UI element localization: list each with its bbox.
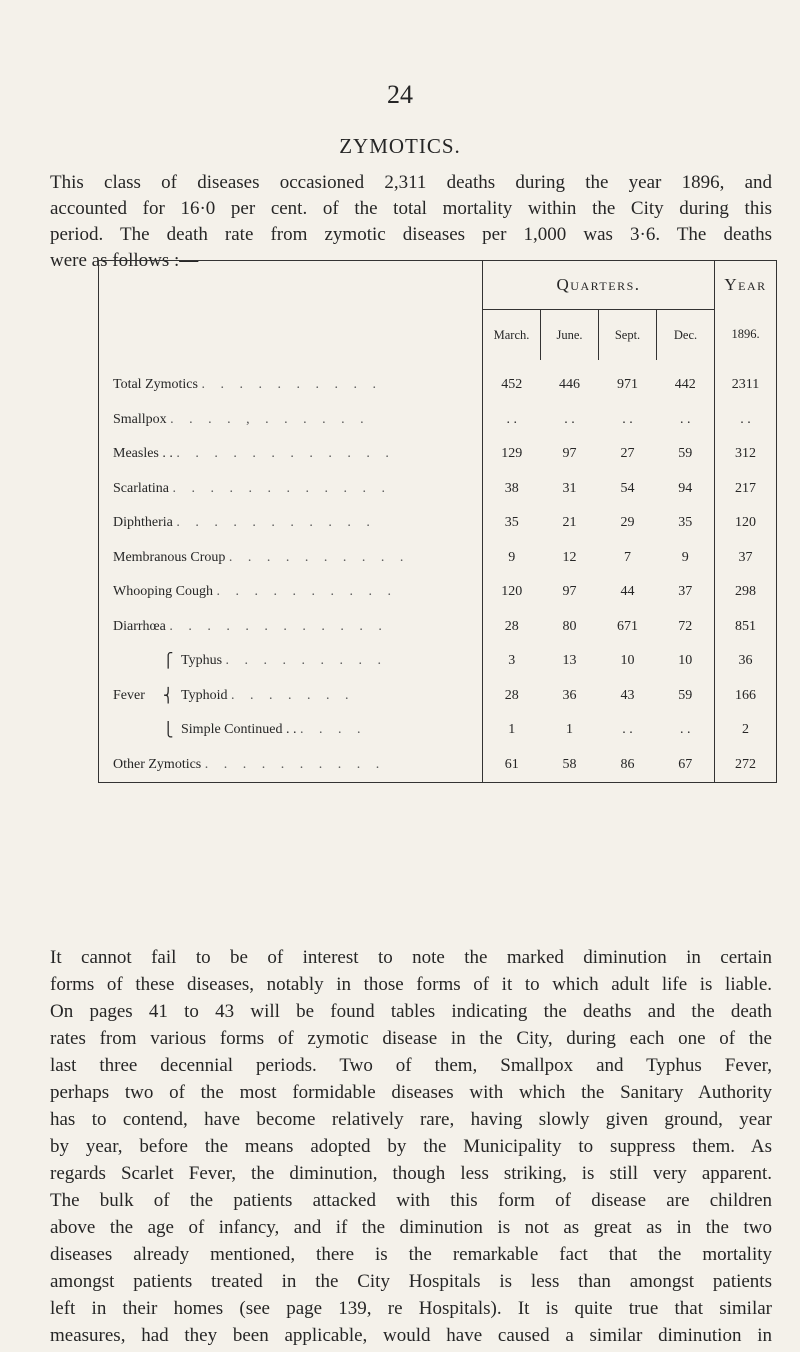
leader-dots: . . . . . . . . . . xyxy=(216,584,397,600)
quarter-cell: 28 xyxy=(483,679,541,714)
fever-group-label: Fever xyxy=(113,687,145,703)
body-line: above the age of infancy, and if the diminution is not as great as in the two xyxy=(50,1217,772,1238)
row-label xyxy=(99,472,483,507)
year-total-cell: 37 xyxy=(715,541,777,576)
quarter-cell: 54 xyxy=(620,480,635,496)
table-row xyxy=(99,506,777,541)
year-total-cell: 272 xyxy=(715,748,777,783)
table-row xyxy=(99,713,777,748)
row-label xyxy=(99,644,483,679)
quarter-cell: 129 xyxy=(483,437,541,472)
quarter-cell: 86 xyxy=(599,748,657,783)
row-label-text: Membranous Croup xyxy=(113,549,226,565)
leader-dots: . . . . . . . . . . . . xyxy=(172,480,391,496)
body-line: has to contend, have become relatively rare, having slowly given ground, year xyxy=(50,1109,772,1130)
body-line: by year, before the means adopted by the Municipality to suppress them. As xyxy=(50,1136,772,1157)
row-label xyxy=(99,679,483,714)
brace-icon: ⎧ xyxy=(163,654,174,670)
year-total-cell: 36 xyxy=(715,644,777,679)
row-label-text: Smallpox xyxy=(113,411,167,427)
quarter-cell: . . xyxy=(622,722,633,738)
quarter-cell: 29 xyxy=(620,515,635,531)
quarter-cell: 61 xyxy=(483,748,541,783)
year-total-cell: 2311 xyxy=(715,360,777,403)
year-total-cell: 166 xyxy=(715,679,777,714)
quarter-cell: 27 xyxy=(620,446,635,462)
body-line: The bulk of the patients attacked with this form of disease are children xyxy=(50,1190,772,1211)
quarter-cell: 28 xyxy=(483,610,541,645)
leader-dots: . . . . , . . . . . . xyxy=(170,411,370,427)
quarter-cell: 21 xyxy=(562,515,577,531)
quarter-cell: 7 xyxy=(624,549,631,565)
quarter-cell: 9 xyxy=(483,541,541,576)
intro-paragraph xyxy=(50,170,772,274)
row-label-text: Other Zymotics xyxy=(113,756,202,772)
body-line: regards Scarlet Fever, the diminution, though less striking, is still very apparent. xyxy=(50,1163,772,1184)
row-label-text: Diphtheria xyxy=(113,515,173,531)
quarter-cell: 44 xyxy=(620,584,635,600)
body-line: forms of these diseases, notably in those forms of it to which adult life is liable. xyxy=(50,974,772,995)
quarter-cell: 9 xyxy=(681,549,689,565)
row-label xyxy=(99,541,483,576)
quarter-cell: . . xyxy=(680,411,691,427)
quarter-cell: 13 xyxy=(562,653,577,669)
quarter-cell: 31 xyxy=(562,480,577,496)
quarter-june-header: June. xyxy=(541,310,599,361)
table-row xyxy=(99,472,777,507)
body-line: diseases already mentioned, there is the remarkable fact that the mortality xyxy=(50,1244,772,1265)
zymotics-table xyxy=(98,260,777,783)
row-label xyxy=(99,575,483,610)
quarter-cell: 446 xyxy=(559,377,580,393)
quarter-cell: 12 xyxy=(562,549,577,565)
table-row xyxy=(99,360,777,403)
year-total-cell: 120 xyxy=(715,506,777,541)
brace-icon: ⎨ xyxy=(163,688,174,704)
year-total-cell: 312 xyxy=(715,437,777,472)
quarter-cell: 35 xyxy=(678,515,693,531)
row-label-text: Measles . . xyxy=(113,446,173,462)
quarter-cell: 452 xyxy=(483,360,541,403)
body-line: left in their homes (see page 139, re Hospitals). It is quite true that similar xyxy=(50,1298,772,1319)
quarter-cell: 35 xyxy=(483,506,541,541)
quarter-cell: 80 xyxy=(562,618,577,634)
quarter-cell: 43 xyxy=(620,687,635,703)
body-line: amongst patients treated in the City Hospitals is less than amongst patients xyxy=(50,1271,772,1292)
quarter-cell: 120 xyxy=(483,575,541,610)
table-row xyxy=(99,403,777,438)
leader-dots: . . . . . . . . . . xyxy=(201,377,382,393)
table-row xyxy=(99,541,777,576)
row-label-text: Typhoid xyxy=(181,687,228,703)
row-label-text: Typhus xyxy=(181,653,223,669)
section-title: ZYMOTICS. xyxy=(339,134,461,158)
body-line: last three decennial periods. Two of them, Smallpox and Typhus Fever, xyxy=(50,1055,772,1076)
row-label-text: Whooping Cough xyxy=(113,584,213,600)
quarter-cell: 72 xyxy=(678,618,693,634)
row-label xyxy=(99,748,483,783)
quarter-cell: . . xyxy=(622,411,633,427)
row-label xyxy=(99,437,483,472)
body-line: rates from various forms of zymotic disease in the City, during each one of the xyxy=(50,1028,772,1049)
quarter-cell: 10 xyxy=(620,653,635,669)
year-total-cell: 2 xyxy=(715,713,777,748)
row-label xyxy=(99,713,483,748)
quarter-cell: 59 xyxy=(678,687,693,703)
quarter-march-header: March. xyxy=(483,310,541,361)
body-line: perhaps two of the most formidable diseases with which the Sanitary Authority xyxy=(50,1082,772,1103)
row-label-text: Diarrhœa xyxy=(113,618,166,634)
leader-dots: . . . . . . . . . . xyxy=(228,549,410,565)
quarters-header: Quarters. xyxy=(483,261,715,310)
quarter-sept-header: Sept. xyxy=(599,310,657,361)
quarter-cell: 971 xyxy=(617,377,638,393)
table-row xyxy=(99,679,777,714)
quarter-cell: 38 xyxy=(483,472,541,507)
quarter-cell: 442 xyxy=(674,377,696,393)
quarter-cell: 37 xyxy=(678,584,693,600)
row-label-text: Simple Continued . . xyxy=(181,722,297,738)
table-row xyxy=(99,748,777,783)
year-total-cell: 851 xyxy=(715,610,777,645)
quarter-cell: 58 xyxy=(541,748,599,783)
year-header: Year xyxy=(715,261,777,310)
intro-line: accounted for 16·0 per cent. of the total mortality within the City during this xyxy=(50,198,772,219)
year-total-cell: 298 xyxy=(715,575,777,610)
table-row xyxy=(99,575,777,610)
leader-dots: . . . . . . . . . xyxy=(225,653,388,669)
page-number: 24 xyxy=(387,80,413,109)
intro-line: were as follows :— xyxy=(50,250,199,271)
row-label-text: Total Zymotics xyxy=(113,377,198,393)
leader-dots: . . . . . . . . . . . . xyxy=(176,446,395,462)
table-row xyxy=(99,437,777,472)
intro-line: This class of diseases occasioned 2,311 deaths during the year 1896, and xyxy=(50,172,772,193)
table-corner xyxy=(99,261,483,361)
quarter-cell: 671 xyxy=(617,618,638,634)
leader-dots: . . . . . . . . . . . xyxy=(176,515,376,531)
year-value-header: 1896. xyxy=(715,310,777,361)
quarter-cell: 67 xyxy=(657,748,715,783)
quarter-cell: 59 xyxy=(678,446,693,462)
quarter-dec-header: Dec. xyxy=(657,310,715,361)
quarter-cell: . . xyxy=(564,411,575,427)
body-line: On pages 41 to 43 will be found tables indicating the deaths and the death xyxy=(50,1001,772,1022)
year-total-cell: . . xyxy=(715,403,777,438)
table-row xyxy=(99,644,777,679)
quarter-cell: 94 xyxy=(678,480,693,496)
row-label xyxy=(99,360,483,403)
quarter-cell: . . xyxy=(483,403,541,438)
leader-dots: . . . . . . . . . . . . xyxy=(169,618,388,634)
leader-dots: . . . . . . . xyxy=(230,687,355,703)
row-label xyxy=(99,506,483,541)
leader-dots: . . . . xyxy=(300,722,367,738)
quarter-cell: 1 xyxy=(483,713,541,748)
quarter-cell: 97 xyxy=(562,446,577,462)
row-label xyxy=(99,403,483,438)
quarter-cell: 36 xyxy=(562,687,577,703)
table-row xyxy=(99,610,777,645)
body-paragraph xyxy=(50,944,772,1349)
quarter-cell: 97 xyxy=(562,584,577,600)
quarter-cell: . . xyxy=(680,722,691,738)
quarter-cell: 3 xyxy=(483,644,541,679)
leader-dots: . . . . . . . . . . xyxy=(204,756,386,772)
row-label-text: Scarlatina xyxy=(113,480,169,496)
intro-line: period. The death rate from zymotic diseases per 1,000 was 3·6. The deaths xyxy=(50,224,772,245)
quarter-cell: 10 xyxy=(678,653,693,669)
body-line: measures, had they been applicable, would have caused a similar diminution in xyxy=(50,1325,772,1346)
body-line: It cannot fail to be of interest to note the marked diminution in certain xyxy=(50,947,772,968)
year-total-cell: 217 xyxy=(715,472,777,507)
brace-icon: ⎩ xyxy=(163,723,174,739)
row-label xyxy=(99,610,483,645)
quarter-cell: 1 xyxy=(566,722,573,738)
